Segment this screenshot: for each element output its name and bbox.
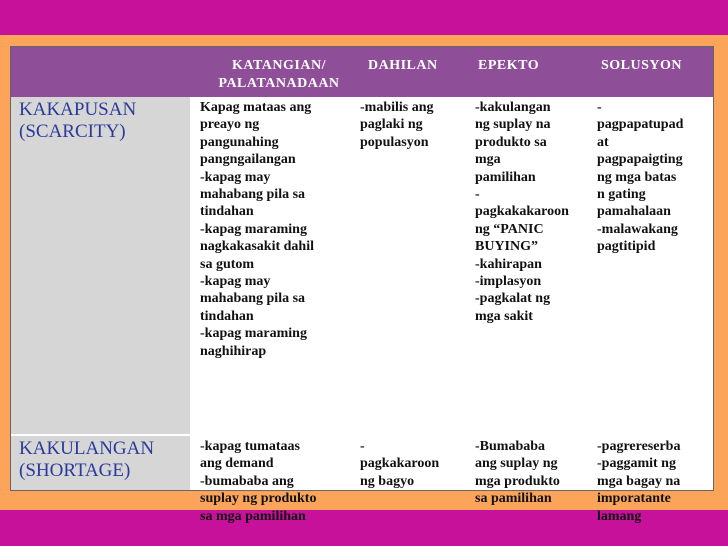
cell-line: -paggamit ng — [597, 456, 676, 472]
cell-line: sa gutom — [200, 256, 255, 272]
header-solusyon: SOLUSYON — [601, 58, 683, 73]
cell-line: pamahalaan — [597, 204, 671, 220]
cell-line: pamilihan — [475, 169, 536, 185]
cell-line: -mabilis ang — [360, 100, 434, 115]
cell-line: ang demand — [200, 456, 274, 472]
cell-line: populasyon — [360, 134, 429, 150]
cell-line: -pagkalat ng — [475, 291, 551, 307]
cell-line: -malawakang — [597, 221, 678, 237]
cell-line: mga — [475, 152, 501, 168]
cell-solusyon — [597, 99, 709, 256]
cell-line: mga sakit — [475, 308, 533, 324]
table-row — [11, 436, 713, 524]
cell-dahilan — [360, 99, 472, 151]
cell-line: sa mga pamilihan — [200, 508, 306, 524]
cell-dahilan — [360, 438, 472, 490]
cell-line: mga produkto — [475, 473, 560, 489]
cell-line: -kapag maraming — [200, 326, 307, 342]
cell-line: -Bumababa — [475, 439, 546, 454]
cell-line: naghihirap — [200, 343, 267, 359]
cell-line: -bumababa ang — [200, 473, 294, 489]
row-body — [190, 436, 713, 524]
cell-katangian — [200, 99, 348, 360]
cell-line: ng mga batas — [597, 169, 677, 185]
cell-katangian — [200, 438, 348, 525]
cell-epekto — [475, 438, 583, 508]
header-epekto: EPEKTO — [478, 58, 540, 73]
cell-line: lamang — [597, 508, 642, 524]
header-katangian — [204, 57, 354, 93]
table-row — [11, 97, 713, 434]
header-katangian-line: PALATANADAAN — [218, 76, 340, 91]
cell-line: n gating — [597, 187, 646, 203]
cell-line: Kapag mataas ang — [200, 100, 312, 115]
table-header — [11, 47, 713, 97]
cell-line: BUYING” — [475, 239, 539, 255]
cell-line: tindahan — [200, 204, 254, 220]
cell-line: produkto sa — [475, 134, 547, 150]
cell-line: sa pamilihan — [475, 491, 552, 507]
cell-line: ang suplay ng — [475, 456, 558, 472]
cell-epekto — [475, 99, 583, 325]
cell-line: -kapag may — [200, 169, 271, 185]
cell-line: imporatante — [597, 491, 671, 507]
cell-line: pagkakakaroon — [475, 204, 569, 220]
row-title-line: KAKULANGAN — [19, 438, 155, 459]
row-title-line: KAKAPUSAN — [19, 99, 137, 120]
row-header — [11, 97, 190, 434]
cell-line: ng bagyo — [360, 473, 415, 489]
cell-line: pangngailangan — [200, 152, 296, 168]
row-title — [19, 99, 136, 143]
cell-line: mga bagay na — [597, 473, 681, 489]
cell-solusyon — [597, 438, 709, 525]
cell-line: pagtitipid — [597, 239, 656, 255]
cell-line: paglaki ng — [360, 117, 423, 133]
cell-line: nagkakasakit dahil — [200, 239, 314, 255]
row-header — [11, 436, 190, 490]
cell-line: at — [597, 134, 609, 150]
cell-line: -kahirapan — [475, 256, 542, 272]
cell-line: pangunahing — [200, 134, 279, 150]
header-dahilan: DAHILAN — [368, 58, 438, 73]
cell-line: mahabang pila sa — [200, 291, 306, 307]
cell-line: mahabang pila sa — [200, 187, 306, 203]
cell-line: -kakulangan — [475, 100, 551, 115]
comparison-table — [10, 46, 714, 524]
row-title-line: (SCARCITY) — [19, 121, 126, 142]
cell-line: preayo ng — [200, 117, 260, 133]
cell-line: - — [360, 439, 365, 454]
row-title-line: (SHORTAGE) — [19, 460, 131, 481]
cell-line: - — [597, 100, 602, 115]
cell-line: -implasyon — [475, 274, 542, 290]
row-body — [190, 97, 713, 434]
cell-line: pagpapatupad — [597, 117, 684, 133]
cell-line: suplay ng produkto — [200, 491, 317, 507]
cell-line: pagpapaigting — [597, 152, 683, 168]
cell-line: - — [475, 187, 480, 203]
cell-line: -kapag tumataas — [200, 439, 300, 454]
cell-line: pagkakaroon — [360, 456, 440, 472]
cell-line: ng “PANIC — [475, 221, 544, 237]
cell-line: -kapag may — [200, 274, 271, 290]
header-katangian-line: KATANGIAN/ — [232, 58, 326, 73]
cell-line: ng suplay na — [475, 117, 551, 133]
cell-line: -pagrereserba — [597, 439, 681, 454]
row-title — [19, 438, 154, 482]
cell-line: -kapag maraming — [200, 221, 307, 237]
cell-line: tindahan — [200, 308, 254, 324]
